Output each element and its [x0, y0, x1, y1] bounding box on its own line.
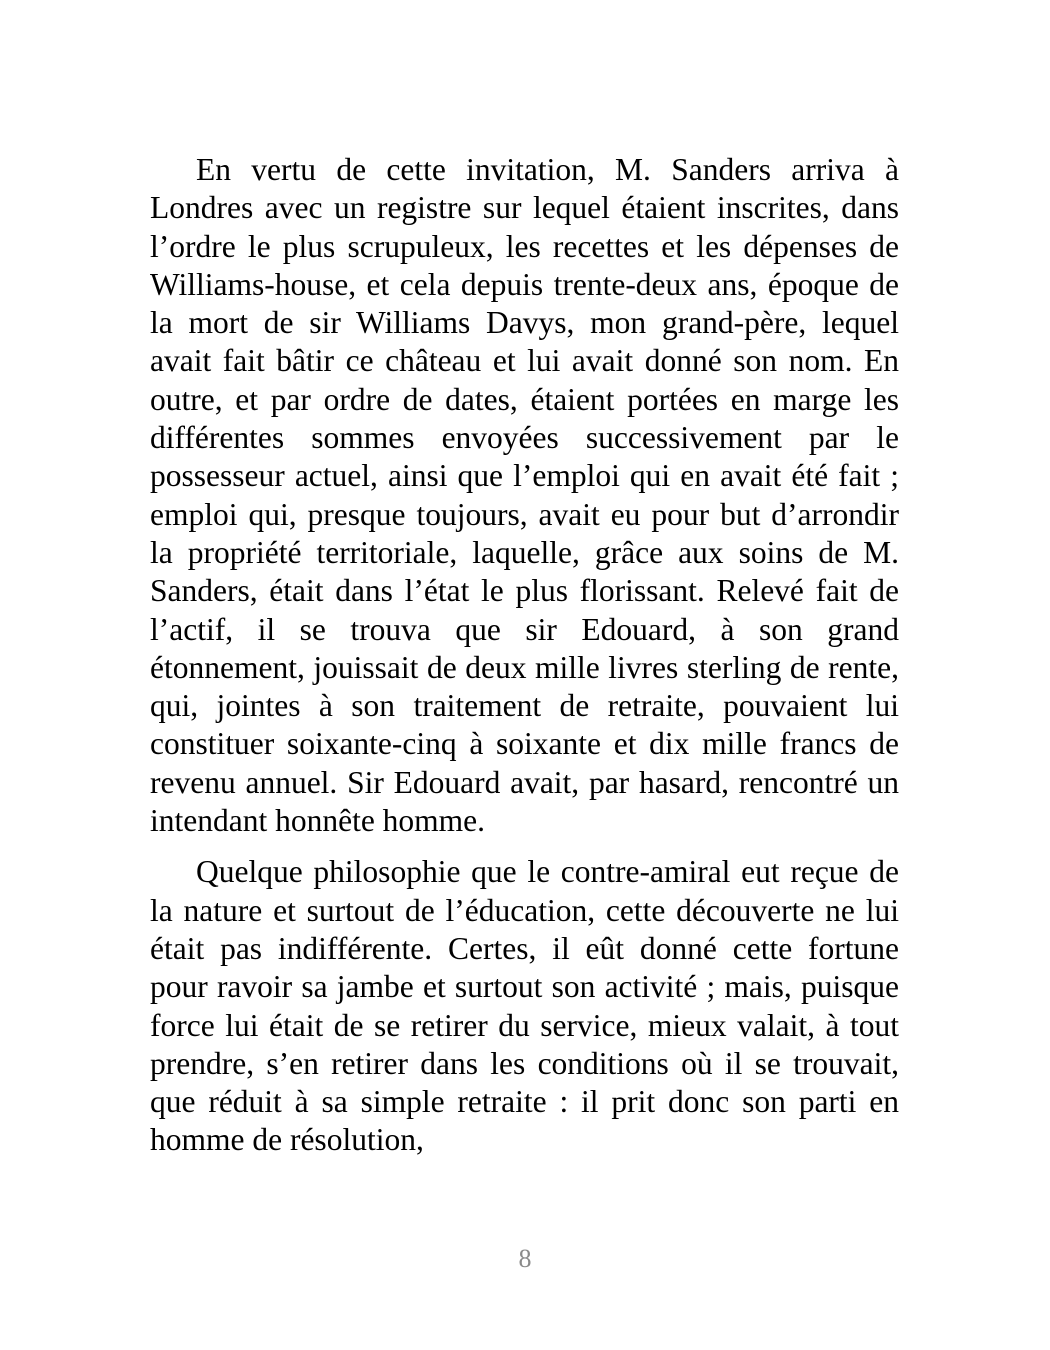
- body-text: [150, 151, 899, 1160]
- page-number: 8: [518, 1244, 532, 1273]
- paragraph-2: Quelque philosophie que le contre-amiral eut reçue de la nature et surtout de l’éducation, cette découverte ne lui était pas indifférente. Certes, il eût donné cette fortune pour ravoir sa jambe et surtout son activité ; mais, puisque force lui était de se retirer du service, mieux valait, à tout prendre, s’en retirer dans les conditions où il se trouvait, que réduit à sa simple retraite : il prit donc son parti en homme de résolution,: [150, 854, 899, 1158]
- paragraph-1: En vertu de cette invitation, M. Sanders arriva à Londres avec un registre sur lequel étaient inscrites, dans l’ordre le plus scrupuleux, les recettes et les dépenses de Williams-house, et cela depuis trente-deux ans, époque de la mort de sir Williams Davys, mon grand-père, lequel avait fait bâtir ce château et lui avait donné son nom. En outre, et par ordre de dates, étaient portées en marge les différentes sommes envoyées successivement par le possesseur actuel, ainsi que l’emploi qui en avait été fait ; emploi qui, presque toujours, avait eu pour but d’arrondir la propriété territoriale, laquelle, grâce aux soins de M. Sanders, était dans l’état le plus florissant. Relevé fait de l’actif, il se trouva que sir Edouard, à son grand étonnement, jouissait de deux mille livres sterling de rente, qui, jointes à son traitement de retraite, pouvaient lui constituer soixante-cinq à soixante et dix mille francs de revenu annuel. Sir Edouard avait, par hasard, rencontré un intendant honnête homme.: [150, 152, 899, 839]
